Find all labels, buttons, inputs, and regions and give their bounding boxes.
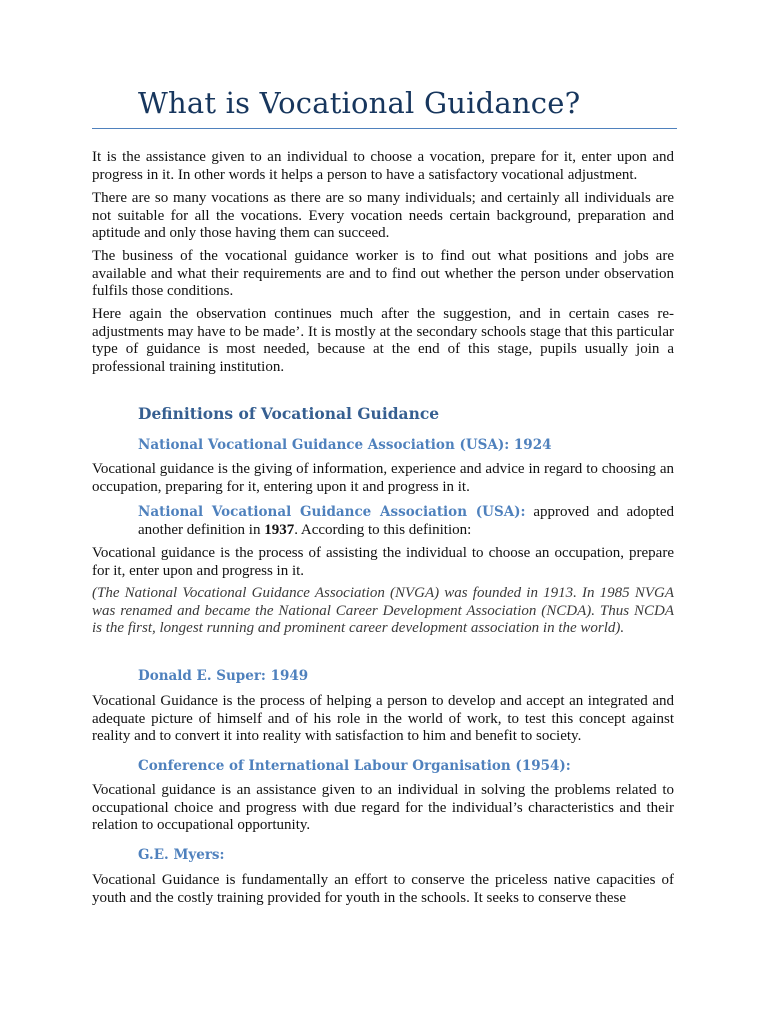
intro-paragraph-4: Here again the observation continues much after the suggestion, and in certain cases re-adjustments may have to be made’. It is mostly at the secondary schools stage that this particular type of guidance is most needed, because at the end of this stage, pupils usually join a professional training institution. [92,306,674,375]
nvga-1937-lead: approved and adopted another definition in [138,504,674,538]
nvga-1937-heading: National Vocational Guidance Association (USA): [138,504,526,520]
nvga-history-note: (The National Vocational Guidance Association (NVGA) was founded in 1913. In 1985 NVGA was renamed and became the National Career Development Association (NCDA). Thus NCDA is the first, longest running and prominent career development association in the world). [92,585,674,636]
nvga-1937-intro [92,504,674,539]
super-1949-heading: Donald E. Super: 1949 [138,668,309,684]
ilo-1954-heading: Conference of International Labour Organisation (1954): [138,758,571,774]
super-1949-definition: Vocational Guidance is the process of helping a person to develop and accept an integrated and adequate picture of himself and of his role in the world of work, to test this concept against reality and to convert it into reality with satisfaction to him and benefit to society. [92,693,674,744]
title-underline [92,128,677,129]
myers-definition: Vocational Guidance is fundamentally an effort to conserve the priceless native capacities of youth and the costly training provided for youth in the schools. It seeks to conserve these [92,872,674,906]
nvga-1937-lead-end: . According to this definition: [294,521,472,538]
nvga-1937-year: 1937 [264,521,295,538]
nvga-1924-heading: National Vocational Guidance Association (USA): 1924 [138,437,552,453]
intro-paragraph-3: The business of the vocational guidance worker is to find out what positions and jobs are available and what their requirements are and to find out whether the person under observation fulfils those conditions. [92,248,674,299]
intro-paragraph-2: There are so many vocations as there are so many individuals; and certainly all individuals are not suitable for all the vocations. Every vocation needs certain background, preparation and aptitude and only those having them can succeed. [92,190,674,241]
ilo-1954-definition: Vocational guidance is an assistance given to an individual in solving the problems related to occupational choice and progress with due regard for the individual’s characteristics and their relation to occupational opportunity. [92,782,674,833]
page-title: What is Vocational Guidance? [138,86,581,120]
nvga-1924-definition: Vocational guidance is the giving of information, experience and advice in regard to choosing an occupation, preparing for it, entering upon it and progress in it. [92,461,674,495]
intro-paragraph-1: It is the assistance given to an individual to choose a vocation, prepare for it, enter upon and progress in it. In other words it helps a person to have a satisfactory vocational adjustment. [92,149,674,183]
myers-heading: G.E. Myers: [138,847,225,863]
nvga-1937-definition: Vocational guidance is the process of assisting the individual to choose an occupation, prepare for it, enter upon and progress in it. [92,545,674,579]
definitions-heading: Definitions of Vocational Guidance [138,404,440,423]
